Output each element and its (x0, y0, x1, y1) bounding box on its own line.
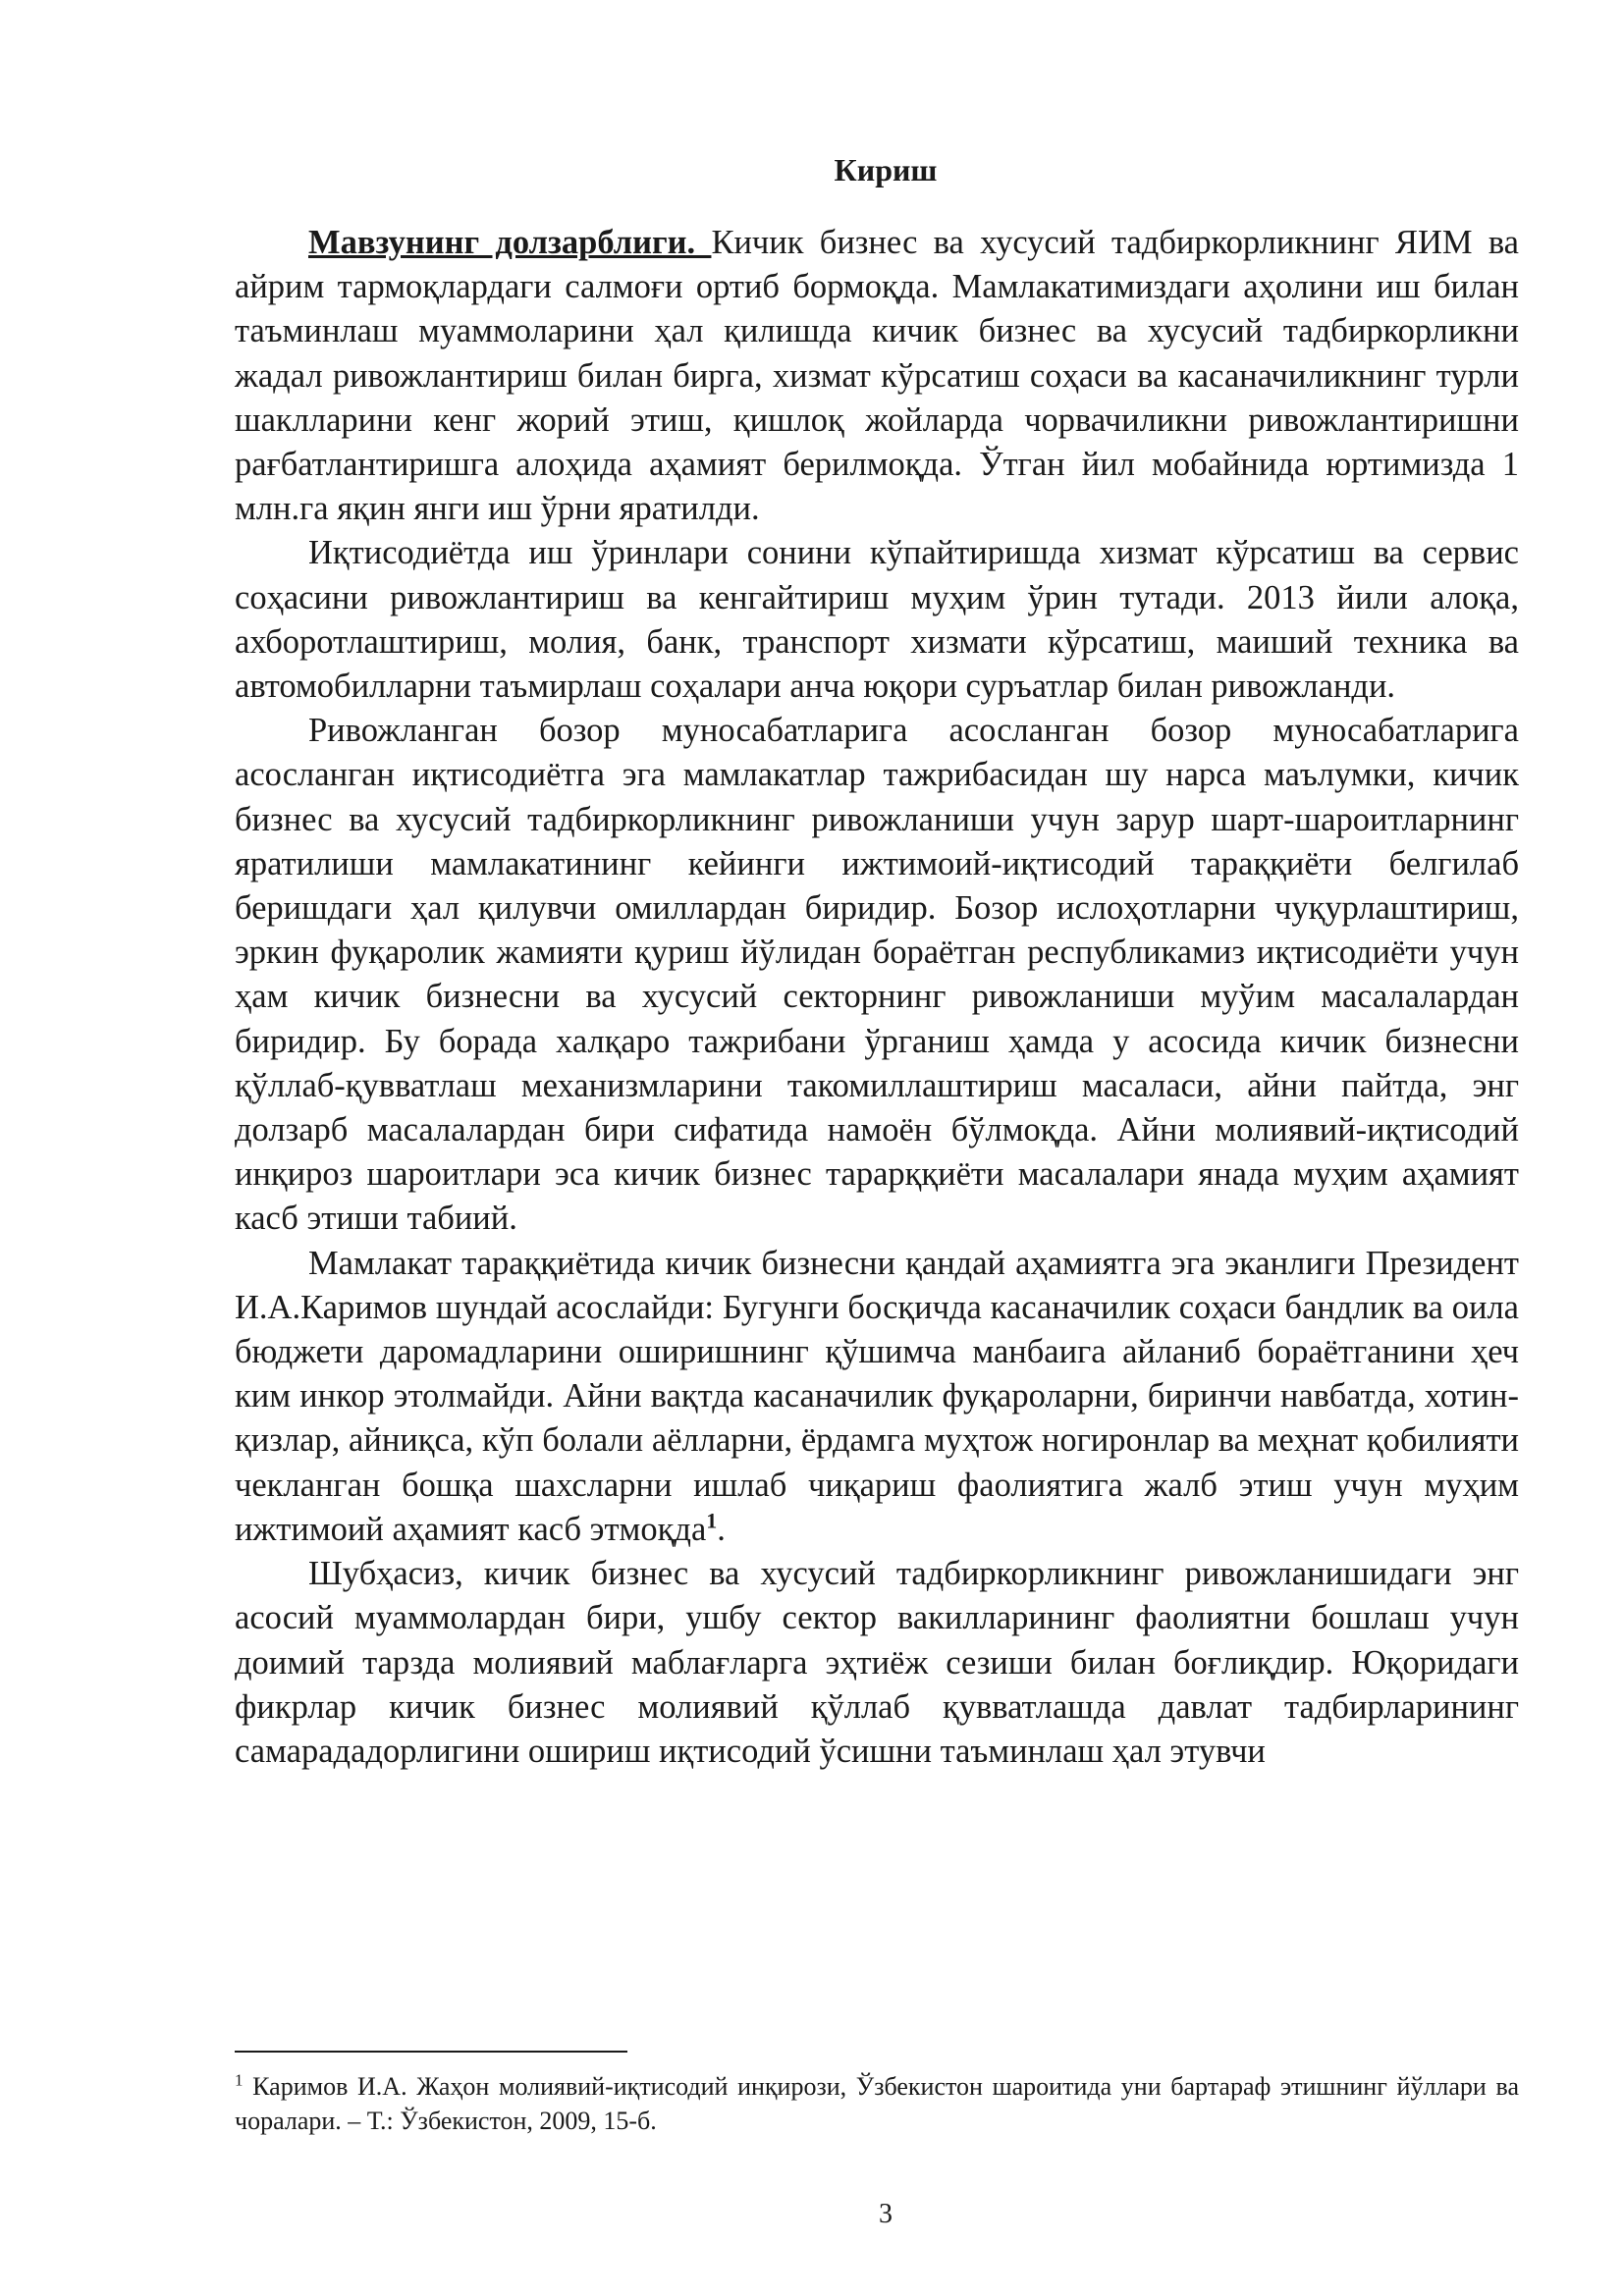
section-lead-phrase: Мавзунинг долзарблиги. (308, 224, 712, 261)
paragraph-text: Кичик бизнес ва хусусий тадбиркорликнинг ЯИМ ва айрим тармоқлардаги салмоғи ортиб бормоқда. Мамлакатимиздаги аҳолини иш билан таъминлаш муаммоларини ҳал қилишда кичик бизнес ва хусусий тадбиркорликни жадал ривожлантириш билан бирга, хизмат кўрсатиш соҳаси ва касаначиликнинг турли шаклларини кенг жорий этиш, қишлоқ жойларда чорвачиликни ривожлантиришни рағбатлантиришга алоҳида аҳамият берилмоқда. Ўтган йил мобайнида юртимизда 1 млн.га яқин янги иш ўрни яратилди. (235, 224, 1519, 528)
body-text (235, 221, 1519, 1774)
footnote-text: Каримов И.А. Жаҳон молиявий-иқтисодий инқирози, Ўзбекистон шароитида уни бартараф этишнинг йўллари ва чоралари. – Т.: Ўзбекистон, 2009, 15-б. (235, 2072, 1519, 2135)
page-number: 3 (879, 2199, 893, 2229)
paragraph-text: Мамлакат тараққиётида кичик бизнесни қандай аҳамиятга эга эканлиги Президент И.А.Каримов шундай асослайди: Бугунги босқичда касаначилик соҳаси бандлик ва оила бюджети даромадларини оширишнинг қўшимча манбаига айланиб бораётганини ҳеч ким инкор этолмайди. Айни вақтда касаначилик фуқароларни, биринчи навбатда, хотин-қизлар, айниқса, кўп болали аёлларни, ёрдамга муҳтож ногиронлар ва меҳнат қобилияти чекланган бошқа шахсларни ишлаб чиқариш фаолиятига жалб этиш учун муҳим ижтимоий аҳамият касб этмоқда (235, 1244, 1519, 1548)
paragraph-services: Иқтисодиётда иш ўринлари сонини кўпайтиришда хизмат кўрсатиш ва сервис соҳасини ривожлантириш ва кенгайтириш муҳим ўрин тутади. 2013 йили алоқа, ахборотлаштириш, молия, банк, транспорт хизмати кўрсатиш, маиший техника ва автомобилларни таъмирлаш соҳалари анча юқори суръатлар билан ривожланди. (235, 534, 1519, 706)
paragraph-market-relations: Ривожланган бозор муносабатларига асосланган бозор муносабатларига асосланган иқтисодиётга эга мамлакатлар тажрибасидан шу нарса маълумки, кичик бизнес ва хусусий тадбиркорликнинг ривожланиши учун зарур шарт-шароитларнинг яратилиши мамлакатининг кейинги ижтимоий-иқтисодий тараққиёти белгилаб беришдаги ҳал қилувчи омиллардан биридир. Бозор ислоҳотларни чуқурлаштириш, эркин фуқаролик жамияти қуриш йўлидан бораётган республикамиз иқтисодиёти учун ҳам кичик бизнесни ва хусусий секторнинг ривожланиши муўим масалалардан биридир. Бу борада халқаро тажрибани ўрганиш ҳамда у асосида кичик бизнесни қўллаб-қувватлаш механизмларини такомиллаштириш масаласи, айни пайтда, энг долзарб масалалардан бири сифатида намоён бўлмоқда. Айни молиявий-иқтисодий инқироз шароитлари эса кичик бизнес тарарққиёти масалалари янада муҳим аҳамият касб этиши табиий. (235, 712, 1519, 1238)
footnote-separator (235, 2051, 627, 2053)
paragraph-topic-relevance (235, 221, 1519, 531)
footnote-number: 1 (235, 2070, 244, 2090)
footnote-reference[interactable]: 1 (706, 1508, 718, 1533)
footnote (235, 2069, 1519, 2138)
paragraph-end-punctuation: . (717, 1510, 726, 1548)
paragraph-financing-problem: Шубҳасиз, кичик бизнес ва хусусий тадбиркорликнинг ривожланишидаги энг асосий муаммолардан бири, ушбу сектор вакилларининг фаолиятни бошлаш учун доимий тарзда молиявий маблағларга эҳтиёж сезиши билан боғлиқдир. Юқоридаги фикрлар кичик бизнес молиявий қўллаб қувватлашда давлат тадбирларининг самарададорлигини ошириш иқтисодий ўсишни таъминлаш ҳал этувчи (235, 1555, 1519, 1770)
paragraph-president-quote (235, 1242, 1519, 1552)
page-title: Кириш (834, 152, 938, 187)
